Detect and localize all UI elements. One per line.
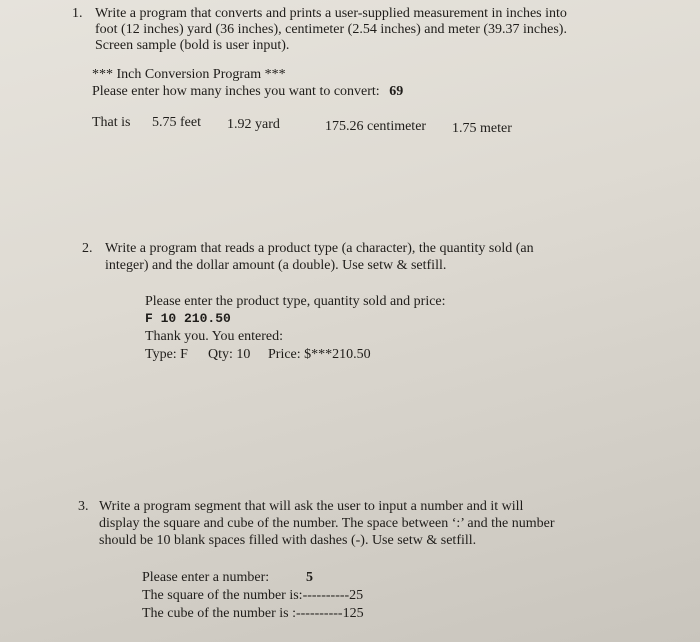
- q1-sample-title: *** Inch Conversion Program ***: [92, 67, 286, 82]
- q3-cube: The cube of the number is :----------125: [142, 606, 364, 621]
- q3-square: The square of the number is:----------25: [142, 588, 364, 603]
- q2-price: Price: $***210.50: [268, 347, 371, 362]
- q1-line-3: Screen sample (bold is user input).: [95, 38, 290, 53]
- q3-number: 3.: [78, 499, 89, 514]
- q3-line-1: Write a program segment that will ask the user to input a number and it will: [99, 499, 524, 514]
- q1-line-1: Write a program that converts and prints a user-supplied measurement in inches into: [95, 6, 567, 21]
- q3-line-2: display the square and cube of the number. The space between ‘:’ and the number: [99, 516, 555, 531]
- q1-prompt-text: Please enter how many inches you want to convert:: [92, 84, 380, 99]
- q3-line-3: should be 10 blank spaces filled with dashes (-). Use setw & setfill.: [99, 533, 477, 548]
- q1-line-2: foot (12 inches) yard (36 inches), centimeter (2.54 inches) and meter (39.37 inches).: [95, 22, 567, 37]
- q1-centimeter: 175.26 centimeter: [325, 119, 427, 134]
- q2-thanks: Thank you. You entered:: [145, 329, 284, 344]
- q1-user-input: 69: [389, 84, 404, 99]
- q3-user-input: 5: [306, 570, 313, 585]
- q2-qty: Qty: 10: [208, 347, 251, 362]
- q1-result-label: That is: [92, 115, 131, 130]
- q1-feet: 5.75 feet: [152, 115, 201, 130]
- q2-user-input: F 10 210.50: [145, 311, 231, 326]
- q2-number: 2.: [82, 241, 93, 256]
- q1-prompt: [92, 83, 403, 100]
- q2-line-2: integer) and the dollar amount (a double). Use setw & setfill.: [105, 258, 447, 273]
- q2-line-1: Write a program that reads a product type (a character), the quantity sold (an: [105, 241, 534, 256]
- q2-prompt: Please enter the product type, quantity sold and price:: [145, 294, 446, 309]
- q3-prompt: Please enter a number:: [142, 570, 270, 585]
- q2-type: Type: F: [145, 347, 188, 362]
- q1-yard: 1.92 yard: [227, 117, 280, 132]
- q1-number: 1.: [72, 6, 83, 21]
- q1-meter: 1.75 meter: [452, 121, 512, 136]
